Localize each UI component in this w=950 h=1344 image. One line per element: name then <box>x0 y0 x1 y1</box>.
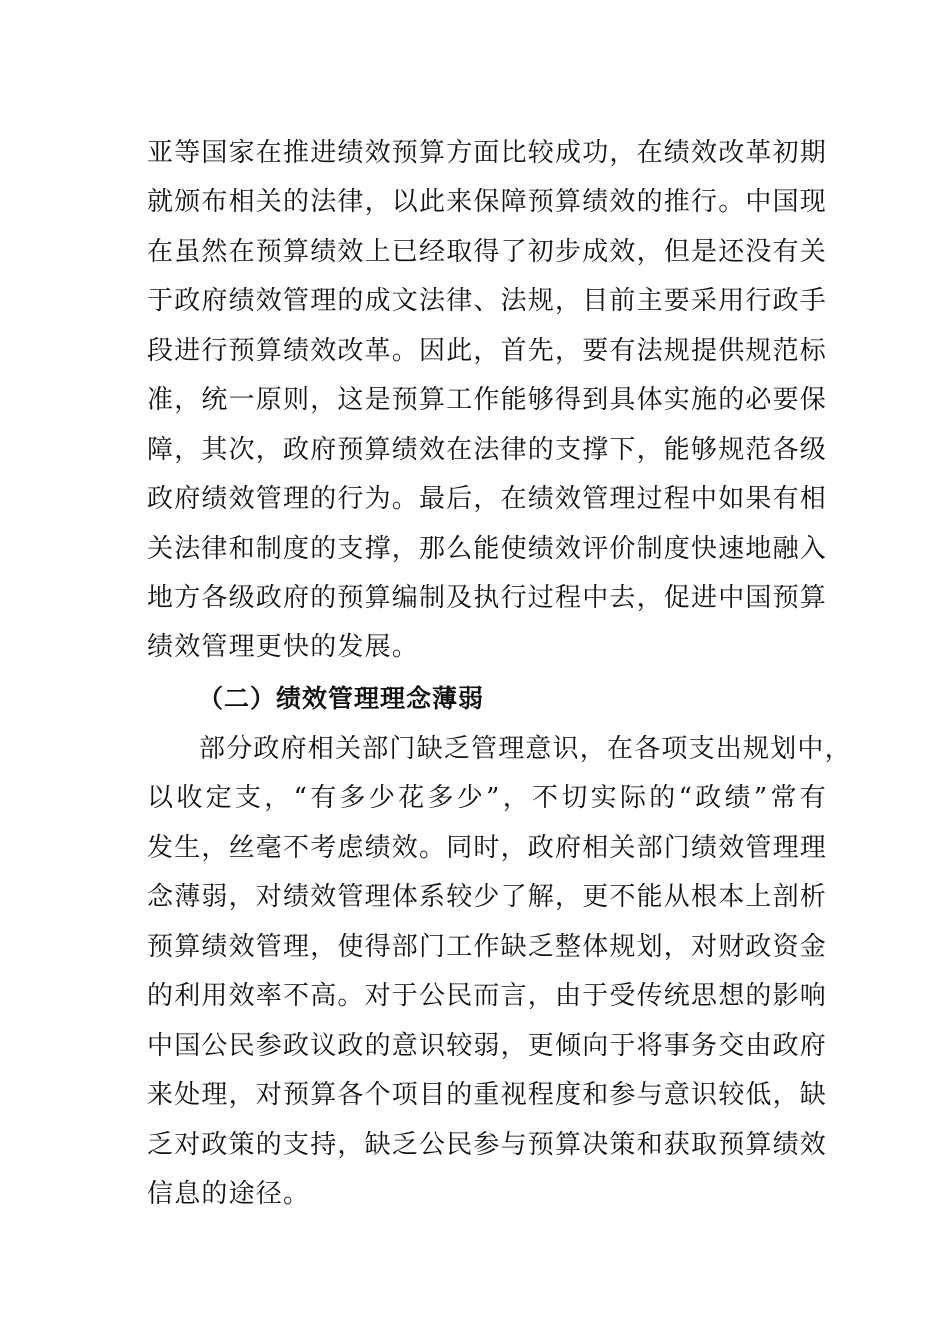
paragraph-line: 念薄弱，对绩效管理体系较少了解，更不能从根本上剖析 <box>147 882 828 912</box>
section-heading: （二）绩效管理理念薄弱 <box>198 684 485 713</box>
paragraph-line: 障，其次，政府预算绩效在法律的支撑下，能够规范各级 <box>147 435 828 465</box>
paragraph-line: 准，统一原则，这是预算工作能够得到具体实施的必要保 <box>147 385 828 415</box>
paragraph-line: 的利用效率不高。对于公民而言，由于受传统思想的影响 <box>147 981 828 1011</box>
paragraph-line: 在虽然在预算绩效上已经取得了初步成效，但是还没有关 <box>147 237 828 267</box>
paragraph-line: 于政府绩效管理的成文法律、法规，目前主要采用行政手 <box>147 286 828 316</box>
paragraph-line: 信息的途径。 <box>147 1179 311 1209</box>
paragraph-line: 乏对政策的支持，缺乏公民参与预算决策和获取预算绩效 <box>147 1130 828 1160</box>
paragraph-line: 段进行预算绩效改革。因此，首先，要有法规提供规范标 <box>147 336 828 366</box>
paragraph-line: 亚等国家在推进绩效预算方面比较成功，在绩效改革初期 <box>147 138 828 168</box>
paragraph-line: 关法律和制度的支撑，那么能使绩效评价制度快速地融入 <box>147 534 828 564</box>
paragraph-line: 绩效管理更快的发展。 <box>147 632 420 662</box>
paragraph-line: 地方各级政府的预算编制及执行过程中去，促进中国预算 <box>147 583 828 613</box>
paragraph-line: 预算绩效管理，使得部门工作缺乏整体规划，对财政资金 <box>147 932 828 962</box>
paragraph-line: 中国公民参政议政的意识较弱，更倾向于将事务交由政府 <box>147 1031 828 1061</box>
paragraph-line: 来处理，对预算各个项目的重视程度和参与意识较低，缺 <box>147 1080 828 1110</box>
paragraph-line: 发生，丝毫不考虑绩效。同时，政府相关部门绩效管理理 <box>147 833 828 863</box>
paragraph-line: 以收定支，“有多少花多少”，不切实际的“政绩”常有 <box>147 783 827 813</box>
paragraph-line: 政府绩效管理的行为。最后，在绩效管理过程中如果有相 <box>147 484 828 514</box>
paragraph-line: 部分政府相关部门缺乏管理意识，在各项支出规划中， <box>199 734 852 764</box>
paragraph-line: 就颁布相关的法律，以此来保障预算绩效的推行。中国现 <box>147 187 828 217</box>
